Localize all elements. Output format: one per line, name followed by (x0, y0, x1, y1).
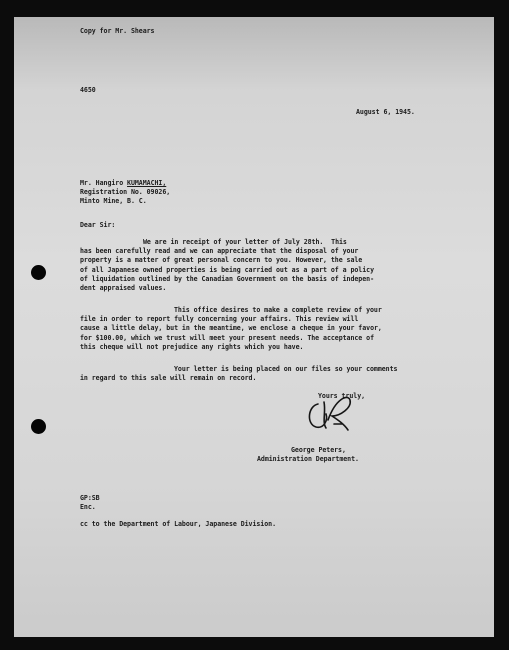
address-line-name: Mr. Hangiro KUMAMACHI, (80, 179, 167, 187)
paragraph-line: file in order to report fully concerning your affairs. This review will (80, 315, 359, 324)
address-surname: KUMAMACHI, (127, 179, 167, 187)
paragraph-line: for $100.00, which we trust will meet your present needs. The acceptance of (80, 333, 374, 342)
paragraph-line: cause a little delay, but in the meantime, we enclose a cheque in your favor, (80, 324, 382, 333)
paragraph-line: of liquidation outlined by the Canadian Government on the basis of indepen- (80, 274, 374, 283)
enclosure-note: Enc. (80, 503, 96, 511)
address-line: Minto Mine, B. C. (80, 197, 147, 206)
letter-page (14, 17, 494, 637)
paragraph-line: We are in receipt of your letter of July 28th. This (143, 238, 347, 246)
paragraph-line: dent appraised values. (80, 284, 167, 293)
signer-department: Administration Department. (257, 455, 359, 463)
letter-date: August 6, 1945. (356, 108, 415, 116)
paragraph-line: property is a matter of great personal concern to you. However, the sale (80, 256, 363, 265)
paragraph-line: Your letter is being placed on our files so your comments (174, 365, 398, 373)
typist-initials: GP:SB (80, 494, 100, 502)
file-number: 4650 (80, 86, 96, 94)
binder-hole-bottom (31, 419, 46, 434)
paragraph-3 (80, 365, 397, 383)
paragraph-2 (80, 306, 382, 352)
salutation: Dear Sir: (80, 221, 116, 229)
paragraph-1 (80, 238, 374, 293)
address-line: Registration No. 09026, (80, 188, 171, 197)
paragraph-line: in regard to this sale will remain on record. (80, 374, 257, 383)
closing: Yours truly, (318, 392, 366, 400)
recipient-address (80, 179, 170, 207)
signer-name: George Peters, (291, 446, 346, 454)
binder-hole-top (31, 265, 46, 280)
carbon-copy-note: cc to the Department of Labour, Japanese Division. (80, 520, 276, 528)
signature-mark (304, 390, 358, 434)
copy-note: Copy for Mr. Shears (80, 27, 155, 35)
paragraph-line: of all Japanese owned properties is being carried out as a part of a policy (80, 265, 374, 274)
paragraph-line: has been carefully read and we can appreciate that the disposal of your (80, 247, 359, 256)
paragraph-line: This office desires to make a complete review of your (174, 306, 382, 314)
paragraph-line: this cheque will not prejudice any rights which you have. (80, 342, 304, 351)
